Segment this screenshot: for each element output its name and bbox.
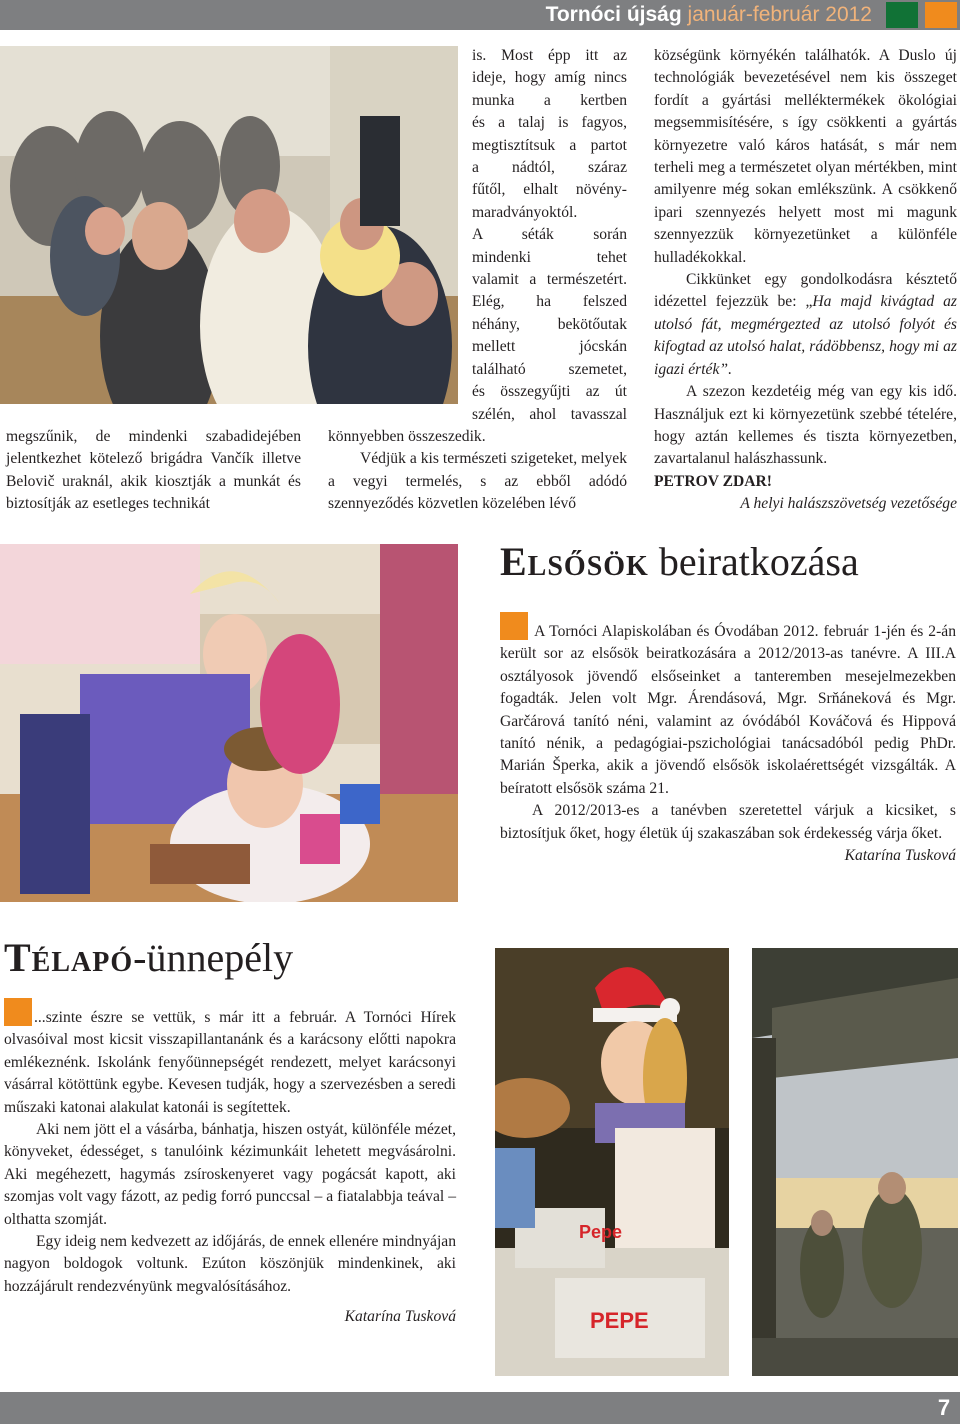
- paragraph-text: ...szinte észre se vettük, s már itt a február. A Tornóci Hírek olvasóival most kicsit visszapillantanánk és a karácsony előtti napokra emlékeznénk. Iskolánk fenyőünnepségét rendezett, melyet karácsonyi vásárral kötöttünk egybe. Kevesen tudják, hogy a szervezésben a seredi műszaki katonai alakulat katonái is segítettek.: [4, 1009, 456, 1116]
- orange-square-icon: [4, 998, 32, 1026]
- article-top-mid-wide: [328, 426, 627, 516]
- text-line: és összegyűjti az út: [472, 383, 627, 401]
- title-rest: beiratkozása: [648, 539, 859, 584]
- article-top-mid-narrow: [472, 45, 627, 426]
- quote-lead: Cikkünket egy gondolkodásra késztető idézettel fejezzük be: „: [654, 271, 957, 311]
- paragraph: Védjük a kis természeti szigeteket, melyek a vegyi termelés, s az ebből adódó szennyeződés közvetlen közelében lévő: [328, 450, 627, 513]
- text-line: mellett jócskán: [472, 338, 627, 356]
- meeting-photo: [0, 46, 458, 404]
- text-line: és a talaj is fagyos,: [472, 114, 627, 132]
- text-line: mindenki tehet: [472, 248, 627, 266]
- article-top-left-text: megszűnik, de mindenki szabadidejében jelentkezhet kötelező brigádra Vančík illetve Belovič uraknál, akik kiosztják a munkát és biztosítják az esetleges technikát: [6, 428, 301, 513]
- text-line: a nádtól, száraz: [472, 159, 627, 177]
- enrollment-photo: [0, 544, 458, 902]
- text-line: szélén, ahol tavasszal: [472, 405, 627, 423]
- orange-square-icon: [500, 612, 528, 640]
- soldiers-photo: [752, 948, 958, 1376]
- text-line: megtisztítsuk a partot: [472, 136, 627, 154]
- publication-name: Tornóci újság: [545, 3, 682, 26]
- text-line: is. Most épp itt az: [472, 47, 627, 64]
- footer-bar: [0, 1392, 960, 1424]
- text-line: néhány, bekötőutak: [472, 315, 627, 333]
- greeting: PETROV ZDAR!: [654, 472, 772, 490]
- text-line: A séták során: [472, 226, 627, 244]
- text-line: fűtől, elhalt növény-: [472, 181, 627, 199]
- header-green-square: [886, 2, 918, 28]
- quote-text: Ha majd kivágtad az utolsó fát, megmérgezted az utolsó folyót és kifogtad az utolsó halat, rádöbbensz, hogy mi az igazi érték”.: [654, 293, 957, 378]
- header-title: [0, 2, 872, 28]
- paragraph: A szezon kezdetéig még van egy kis idő. Használjuk ezt ki környezetünk szebbé tételére, hogy aztán kellemes és tiszta környezetben, zavartalanul halászhassunk.: [654, 383, 957, 468]
- photo-sign-pepe-2: PEPE: [590, 1308, 649, 1333]
- signature: A helyi halászszövetség vezetősége: [740, 495, 957, 513]
- paragraph: Aki nem jött el a vásárba, bánhatja, hiszen ostyát, különféle mézet, könyveket, édességet, s tanulóink kézimunkáit lehetett megvásárolni. Aki megéhezett, hagymás zsíroskenyeret vagy pogácsát kapott, aki szomjas volt vagy fázott, az pedig forró punccsal – a fiatalabbja teával – olthatta szomját.: [4, 1121, 456, 1228]
- enrollment-title: [500, 536, 859, 588]
- text-line: valamit a természetért.: [472, 271, 627, 289]
- text-line: maradványoktól.: [472, 203, 578, 221]
- article-top-right-col: [654, 45, 957, 516]
- text-line: munka a kertben: [472, 91, 627, 109]
- paragraph: Egy ideig nem kedvezett az időjárás, de ennek ellenére mindnyájan nagyon boldogok voltunk. Ezúton köszönjük mindenkinek, aki hozzájárult rendezvényünk megvalósításához.: [4, 1233, 456, 1295]
- title-caps: Télapó: [4, 935, 134, 980]
- photo-sign-pepe: Pepe: [579, 1222, 623, 1242]
- title-rest: -ünnepély: [133, 935, 294, 980]
- text-line: Elég, ha felszed: [472, 293, 627, 311]
- paragraph-text: A Tornóci Alapiskolában és Óvodában 2012. február 1-jén és 2-án került sor az elsősök beiratkozására a 2012/2013-as tanévre. A III.A osztályosok jövendő elsőseinket a tanteremben mesejelmezekben fogadták. Jelen volt Mgr. Árendásová, Mgr. Srňáneková és Mgr. Garčárová tanító néni, valamint az óvódából Kováčová és Hippová tanító nénik, a pedagógiai-pszichológiai tanácsadóból pedig PhDr. Marián Šperka, akik a jövendő elsősök iskolaérettségét vizsgálták. A beíratott elsősök száma 21.: [500, 623, 956, 797]
- telapo-title: [4, 932, 293, 984]
- text-line: könnyebben összeszedik.: [328, 428, 486, 445]
- telapo-body: [4, 998, 456, 1329]
- paragraph: községünk környékén találhatók. A Duslo új technológiák bevezetésével nem kis összeget fordít a gyártási melléktermékek ökológiai megsemmisítésére, s így csökkenti a gyártás környezetre való káros hatását, s már nem terheli meg a természetet olyan mértékben, mint amilyenre még sokan emlékszünk. A csökkenő ipari szennyezés helyett most mi magunk szennyezzük környezetünket a különféle hulladékokkal.: [654, 47, 957, 266]
- paragraph: [500, 612, 956, 800]
- paragraph: A 2012/2013-es a tanévben szeretettel várjuk a kicsiket, s biztosítjuk őket, hogy életük új szakaszában sok érdekesség várja őket.: [500, 802, 956, 842]
- enrollment-body: [500, 612, 956, 867]
- paragraph: [654, 269, 957, 381]
- text-line: található szemetet,: [472, 360, 627, 378]
- header-orange-square: [925, 2, 957, 28]
- page-number: 7: [928, 1392, 960, 1424]
- text-line: ideje, hogy amíg nincs: [472, 69, 627, 87]
- paragraph: [4, 998, 456, 1119]
- title-caps: Elsősök: [500, 539, 649, 584]
- author: Katarína Tusková: [844, 847, 956, 865]
- market-stall-photo: [495, 948, 729, 1376]
- author: Katarína Tusková: [344, 1308, 456, 1326]
- issue-date: január-február 2012: [687, 3, 872, 26]
